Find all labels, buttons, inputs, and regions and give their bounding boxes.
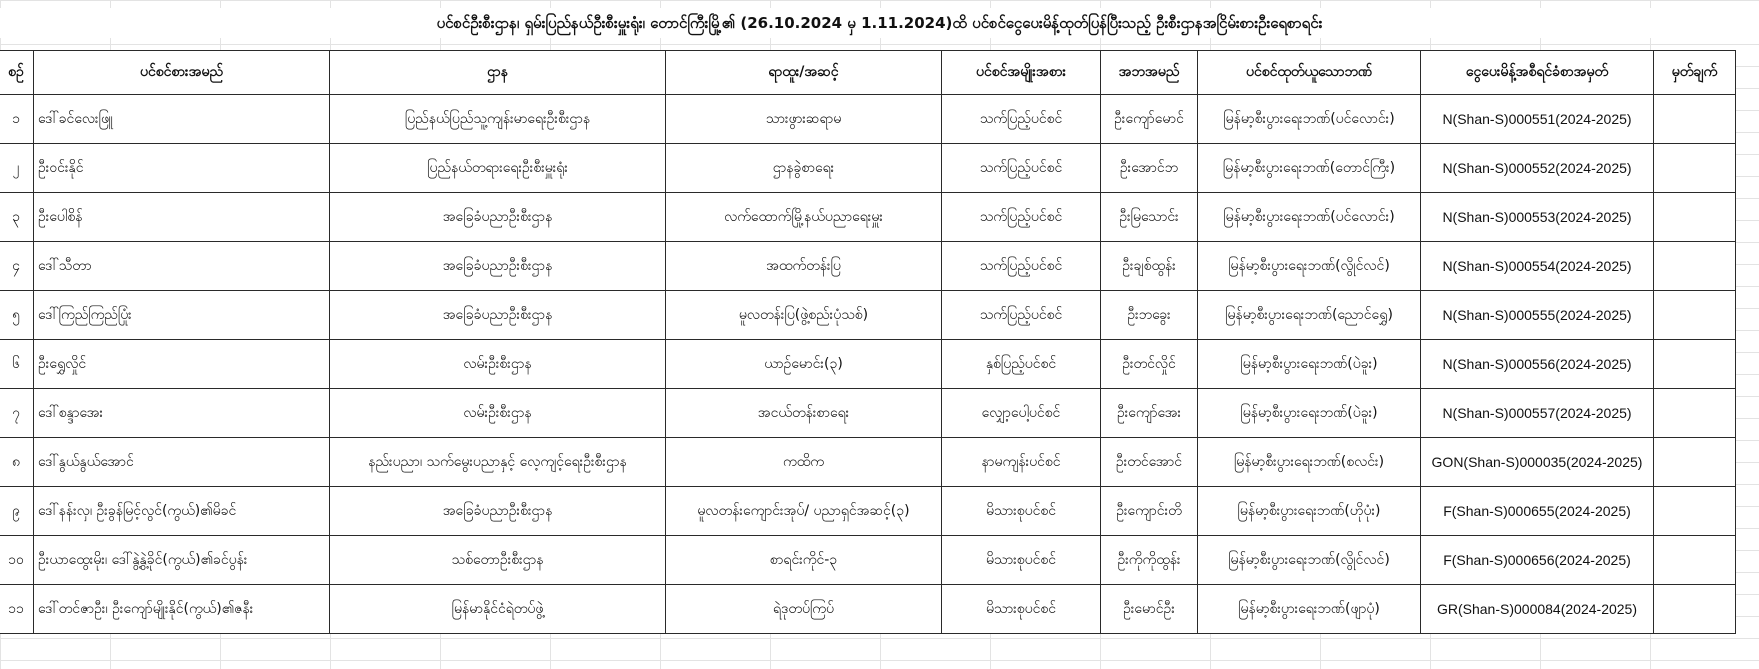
cell-rank: လက်ထောက်မြို့နယ်ပညာရေးမှူး: [666, 193, 942, 242]
cell-father-name: ဦးကျော်အေး: [1101, 389, 1198, 438]
table-row: [0, 193, 1736, 242]
table-header-row: [0, 51, 1736, 95]
cell-no: ၄: [0, 242, 34, 291]
cell-department: အခြေခံပညာဦးစီးဌာန: [330, 291, 666, 340]
cell-name: ဒေါ်စန္ဒာအေး: [34, 389, 330, 438]
header-father-name: အဘအမည်: [1101, 51, 1198, 95]
table-row: [0, 536, 1736, 585]
cell-remarks: [1654, 340, 1736, 389]
cell-department: ပြည်နယ်ပြည်သူ့ကျန်းမာရေးဦးစီးဌာန: [330, 95, 666, 144]
cell-name: ဒေါ်တင်ဇာဦး၊ ဦးကျော်မျိုးနိုင်(ကွယ်)၏ဇနီး: [34, 585, 330, 634]
cell-license-no: F(Shan-S)000655(2024-2025): [1421, 487, 1654, 536]
cell-no: ၇: [0, 389, 34, 438]
cell-name: ဒေါ်နွယ်နွယ်အောင်: [34, 438, 330, 487]
cell-name: ဦးရွှေလှိုင်: [34, 340, 330, 389]
pension-table: [0, 50, 1736, 634]
cell-license-no: N(Shan-S)000554(2024-2025): [1421, 242, 1654, 291]
cell-department: အခြေခံပညာဦးစီးဌာန: [330, 193, 666, 242]
cell-bank: မြန်မာ့စီးပွားရေးဘဏ်(ပဲခူး): [1198, 389, 1421, 438]
cell-department: အခြေခံပညာဦးစီးဌာန: [330, 487, 666, 536]
cell-remarks: [1654, 193, 1736, 242]
cell-bank: မြန်မာ့စီးပွားရေးဘဏ်(ပင်လောင်း): [1198, 95, 1421, 144]
cell-no: ၂: [0, 144, 34, 193]
table-row: [0, 340, 1736, 389]
cell-bank: မြန်မာ့စီးပွားရေးဘဏ်(ပဲခူး): [1198, 340, 1421, 389]
table-row: [0, 144, 1736, 193]
cell-name: ဦးဝင်းနိုင်: [34, 144, 330, 193]
cell-license-no: N(Shan-S)000556(2024-2025): [1421, 340, 1654, 389]
cell-pension-type: နာမကျန်းပင်စင်: [942, 438, 1101, 487]
cell-father-name: ဦးဘခွေး: [1101, 291, 1198, 340]
cell-no: ၁: [0, 95, 34, 144]
cell-rank: စာရင်းကိုင်-၃: [666, 536, 942, 585]
header-department: ဌာန: [330, 51, 666, 95]
cell-name: ဒေါ်သီတာ: [34, 242, 330, 291]
header-remarks: မှတ်ချက်: [1654, 51, 1736, 95]
cell-pension-type: မိသားစုပင်စင်: [942, 585, 1101, 634]
cell-rank: ရဲဒုတပ်ကြပ်: [666, 585, 942, 634]
cell-rank: မူလတန်းပြ(ဖွဲ့စည်းပုံသစ်): [666, 291, 942, 340]
cell-rank: ယာဉ်မောင်း(၃): [666, 340, 942, 389]
cell-department: အခြေခံပညာဦးစီးဌာန: [330, 242, 666, 291]
cell-remarks: [1654, 438, 1736, 487]
cell-license-no: N(Shan-S)000557(2024-2025): [1421, 389, 1654, 438]
cell-no: ၆: [0, 340, 34, 389]
cell-bank: မြန်မာ့စီးပွားရေးဘဏ်(စလင်း): [1198, 438, 1421, 487]
table-row: [0, 95, 1736, 144]
cell-no: ၁၀: [0, 536, 34, 585]
cell-rank: ကထိက: [666, 438, 942, 487]
cell-remarks: [1654, 144, 1736, 193]
cell-license-no: N(Shan-S)000551(2024-2025): [1421, 95, 1654, 144]
cell-rank: ဌာနခွဲစာရေး: [666, 144, 942, 193]
table-row: [0, 291, 1736, 340]
cell-license-no: N(Shan-S)000552(2024-2025): [1421, 144, 1654, 193]
cell-father-name: ဦးကျောင်းတိ: [1101, 487, 1198, 536]
header-bank: ပင်စင်ထုတ်ယူသောဘဏ်: [1198, 51, 1421, 95]
cell-department: လမ်းဦးစီးဌာန: [330, 389, 666, 438]
cell-father-name: ဦးအောင်ဘ: [1101, 144, 1198, 193]
cell-department: နည်းပညာ၊ သက်မွေးပညာနှင့် လေ့ကျင့်ရေးဦးစီးဌာန: [330, 438, 666, 487]
cell-remarks: [1654, 487, 1736, 536]
cell-rank: သားဖွားဆရာမ: [666, 95, 942, 144]
cell-rank: အငယ်တန်းစာရေး: [666, 389, 942, 438]
cell-father-name: ဦးကျော်မောင်: [1101, 95, 1198, 144]
cell-name: ဒေါ်နန်းလှ၊ ဦးခွန်မြင့်လွင်(ကွယ်)၏မိခင်: [34, 487, 330, 536]
cell-pension-type: မိသားစုပင်စင်: [942, 487, 1101, 536]
cell-no: ၈: [0, 438, 34, 487]
table-row: [0, 585, 1736, 634]
table-row: [0, 389, 1736, 438]
cell-pension-type: သက်ပြည့်ပင်စင်: [942, 193, 1101, 242]
cell-remarks: [1654, 389, 1736, 438]
table-row: [0, 438, 1736, 487]
cell-rank: မူလတန်းကျောင်းအုပ်/ ပညာရှင်အဆင့်(၃): [666, 487, 942, 536]
cell-remarks: [1654, 242, 1736, 291]
cell-father-name: ဦးတင်အောင်: [1101, 438, 1198, 487]
cell-department: လမ်းဦးစီးဌာန: [330, 340, 666, 389]
cell-department: ပြည်နယ်တရားရေးဦးစီးမှူးရုံး: [330, 144, 666, 193]
cell-bank: မြန်မာ့စီးပွားရေးဘဏ်(ဟိုပုံး): [1198, 487, 1421, 536]
cell-bank: မြန်မာ့စီးပွားရေးဘဏ်(ဖျာပုံ): [1198, 585, 1421, 634]
header-no: စဉ်: [0, 51, 34, 95]
cell-father-name: ဦးချစ်ထွန်း: [1101, 242, 1198, 291]
cell-pension-type: မိသားစုပင်စင်: [942, 536, 1101, 585]
cell-remarks: [1654, 95, 1736, 144]
cell-bank: မြန်မာ့စီးပွားရေးဘဏ်(တောင်ကြီး): [1198, 144, 1421, 193]
cell-license-no: GON(Shan-S)000035(2024-2025): [1421, 438, 1654, 487]
cell-license-no: GR(Shan-S)000084(2024-2025): [1421, 585, 1654, 634]
cell-pension-type: လျှော့ပေါ့ပင်စင်: [942, 389, 1101, 438]
cell-bank: မြန်မာ့စီးပွားရေးဘဏ်(လွိုင်လင်): [1198, 536, 1421, 585]
cell-no: ၁၁: [0, 585, 34, 634]
cell-name: ဒေါ်ကြည်ကြည်ပြုံး: [34, 291, 330, 340]
cell-no: ၉: [0, 487, 34, 536]
cell-name: ဦးပေါစိန်: [34, 193, 330, 242]
cell-remarks: [1654, 585, 1736, 634]
header-license-no: ငွေပေးမိန့်အစီရင်ခံစာအမှတ်: [1421, 51, 1654, 95]
cell-name: ဦးယာထွေးမိုး၊ ဒေါ်နွဲ့နွဲ့ခိုင်(ကွယ်)၏ခင်ပွန်း: [34, 536, 330, 585]
table-row: [0, 487, 1736, 536]
cell-department: မြန်မာနိုင်ငံရဲတပ်ဖွဲ့: [330, 585, 666, 634]
header-name: ပင်စင်စားအမည်: [34, 51, 330, 95]
header-pension-type: ပင်စင်အမျိုးအစား: [942, 51, 1101, 95]
header-rank: ရာထူး/အဆင့်: [666, 51, 942, 95]
cell-department: သစ်တောဦးစီးဌာန: [330, 536, 666, 585]
cell-no: ၃: [0, 193, 34, 242]
cell-pension-type: သက်ပြည့်ပင်စင်: [942, 95, 1101, 144]
cell-father-name: ဦးမောင်ဦး: [1101, 585, 1198, 634]
cell-father-name: ဦးကိုကိုထွန်း: [1101, 536, 1198, 585]
cell-pension-type: သက်ပြည့်ပင်စင်: [942, 242, 1101, 291]
table-row: [0, 242, 1736, 291]
cell-license-no: F(Shan-S)000656(2024-2025): [1421, 536, 1654, 585]
cell-pension-type: သက်ပြည့်ပင်စင်: [942, 144, 1101, 193]
cell-father-name: ဦးတင်လှိုင်: [1101, 340, 1198, 389]
cell-remarks: [1654, 291, 1736, 340]
cell-pension-type: နှစ်ပြည့်ပင်စင်: [942, 340, 1101, 389]
cell-license-no: N(Shan-S)000555(2024-2025): [1421, 291, 1654, 340]
cell-no: ၅: [0, 291, 34, 340]
cell-father-name: ဦးမြသောင်း: [1101, 193, 1198, 242]
cell-bank: မြန်မာ့စီးပွားရေးဘဏ်(ညောင်ရွှေ): [1198, 291, 1421, 340]
cell-license-no: N(Shan-S)000553(2024-2025): [1421, 193, 1654, 242]
cell-pension-type: သက်ပြည့်ပင်စင်: [942, 291, 1101, 340]
cell-bank: မြန်မာ့စီးပွားရေးဘဏ်(ပင်လောင်း): [1198, 193, 1421, 242]
cell-rank: အထက်တန်းပြ: [666, 242, 942, 291]
cell-bank: မြန်မာ့စီးပွားရေးဘဏ်(လွိုင်လင်): [1198, 242, 1421, 291]
cell-remarks: [1654, 536, 1736, 585]
cell-name: ဒေါ်ခင်လေးဖြူ: [34, 95, 330, 144]
page-title: ပင်စင်ဦးစီးဌာန၊ ရှမ်းပြည်နယ်ဦးစီးမှူးရုံး၊ တောင်ကြီးမြို့၏ (26.10.2024 မှ 1.11.2024)ထိ ပင်စင်ငွေပေးမိန့်ထုတ်ပြန်ပြီးသည့် ဦးစီးဌာနအငြိမ်းစားဦးရေစာရင်း: [0, 8, 1759, 38]
